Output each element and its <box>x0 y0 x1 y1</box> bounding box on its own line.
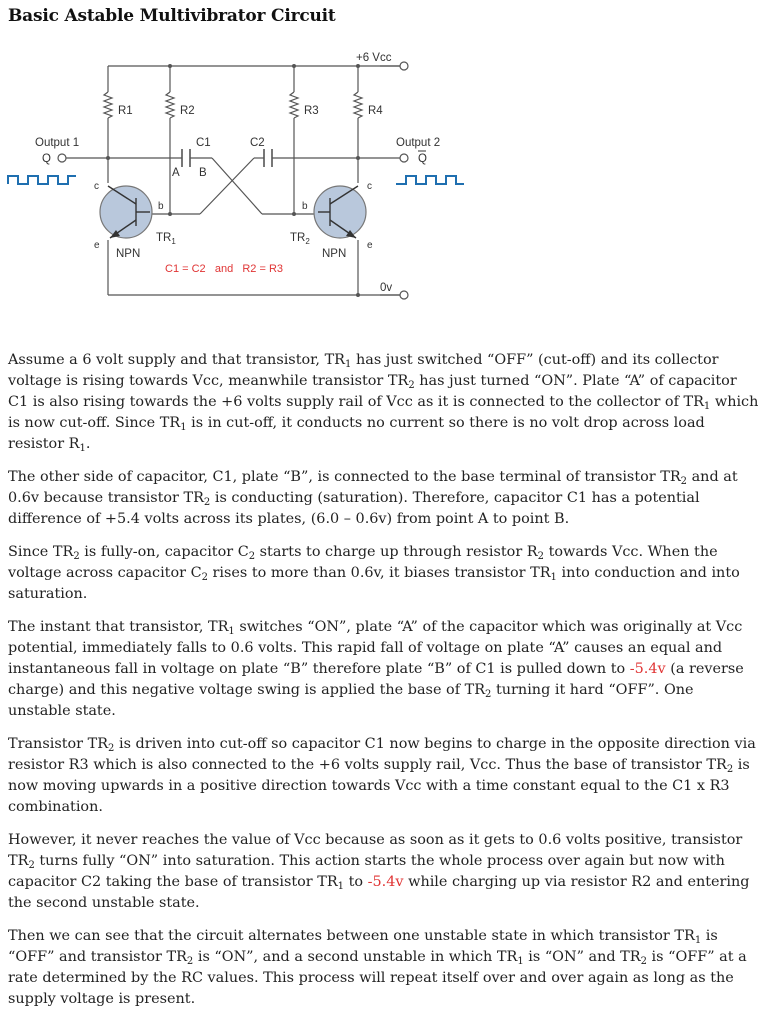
ground-label: 0v <box>380 282 393 294</box>
q-label: Q <box>42 153 51 165</box>
tr1-base-label: b <box>158 201 164 212</box>
c1-label: C1 <box>196 137 211 149</box>
tr2-label: $TR_2$ <box>290 232 310 246</box>
paragraph-5: Transistor $TR_2$ is driven into cut-off so capacitor C1 now begins to charge in the opposite direction via resistor R3 which is also connected to the +6 volts supply rail, Vcc. Thus the base of transistor $TR_2$ is now moving upwards in a positive direction towards Vcc with a time constant equal to the C1 x R3 combination. <box>8 736 756 815</box>
transistor-tr1 <box>100 186 152 238</box>
paragraph-1: Assume a 6 volt supply and that transistor, $TR_1$ has just switched “OFF” (cut-off) and its collector voltage is rising towards Vcc, meanwhile transistor $TR_2$ has just turned “ON”. Plate “A” of capacitor C1 is also rising towards the +6 volts supply rail of Vcc as it is connected to the collector of $TR_1$ which is now cut-off. Since $TR_1$ is in cut-off, it conducts no current so there is no volt drop across load resistor $R_1$. <box>8 352 759 454</box>
reverse-voltage-highlight: -5.4v <box>367 874 404 890</box>
reverse-voltage-highlight: -5.4v <box>629 661 666 677</box>
tr1-emitter-label: e <box>94 240 100 251</box>
paragraph-3: Since $TR_2$ is fully-on, capacitor $C_2$ starts to charge up through resistor $R_2$ towards Vcc. When the voltage across capacitor $C_2$ rises to more than 0.6v, it biases transistor $TR_1$ into conduction and into saturation. <box>8 544 740 602</box>
paragraph-2: The other side of capacitor, C1, plate “B”, is connected to the base terminal of transistor $TR_2$ and at 0.6v because transistor $TR_2$ is conducting (saturation). Therefore, capacitor C1 has a potential difference of +5.4 volts across its plates, (6.0 – 0.6v) from point A to point B. <box>8 469 738 527</box>
output-2-label: Output 2 <box>396 137 441 149</box>
component-equation: C1 = C2 and R2 = R3 <box>165 263 284 275</box>
paragraph-7: Then we can see that the circuit alternates between one unstable state in which transistor $TR_1$ is “OFF” and transistor $TR_2$ is “ON”, and a second unstable in which $TR_1$ is “ON” and $TR_2$ is “OFF” at a rate determined by the RC values. This process will repeat itself over and over again as long as the supply voltage is present. <box>8 928 747 1007</box>
paragraph-4: The instant that transistor, $TR_1$ switches “ON”, plate “A” of the capacitor which was originally at Vcc potential, immediately falls to 0.6 volts. This rapid fall of voltage on plate “A” causes an equal and instantaneous fall in voltage on plate “B” therefore plate “B” of C1 is pulled down to -5.4v (a reverse charge) and this negative voltage swing is applied the base of $TR_2$ turning it hard “OFF”. One unstable state. <box>8 619 744 719</box>
vcc-label: +6 Vcc <box>356 52 392 64</box>
tr2-type-label: NPN <box>322 248 347 260</box>
tr2-collector-label: c <box>367 181 372 192</box>
r1-label: R1 <box>118 105 133 117</box>
article-body <box>8 350 760 1022</box>
tr1-label: $TR_1$ <box>156 232 176 246</box>
tr1-collector-label: c <box>94 181 99 192</box>
paragraph-6: However, it never reaches the value of Vcc because as soon as it gets to 0.6 volts positive, transistor $TR_2$ turns fully “ON” into saturation. This action starts the whole process over again but now with capacitor C2 taking the base of transistor $TR_1$ to -5.4v while charging up via resistor R2 and entering the second unstable state. <box>8 832 750 911</box>
transistor-tr2 <box>314 186 366 238</box>
r4-label: R4 <box>368 105 383 117</box>
tr1-type-label: NPN <box>116 248 141 260</box>
output-1-label: Output 1 <box>35 137 80 149</box>
q-bar-label: Q <box>418 153 427 165</box>
resistors <box>104 92 362 118</box>
r2-label: R2 <box>180 105 195 117</box>
plate-b-label: B <box>199 167 207 179</box>
tr2-base-label: b <box>302 201 308 212</box>
tr2-emitter-label: e <box>367 240 373 251</box>
page-title: Basic Astable Multivibrator Circuit <box>8 6 336 26</box>
plate-a-label: A <box>172 167 180 179</box>
c2-label: C2 <box>250 137 265 149</box>
astable-multivibrator-circuit-diagram <box>0 40 480 310</box>
r3-label: R3 <box>304 105 319 117</box>
